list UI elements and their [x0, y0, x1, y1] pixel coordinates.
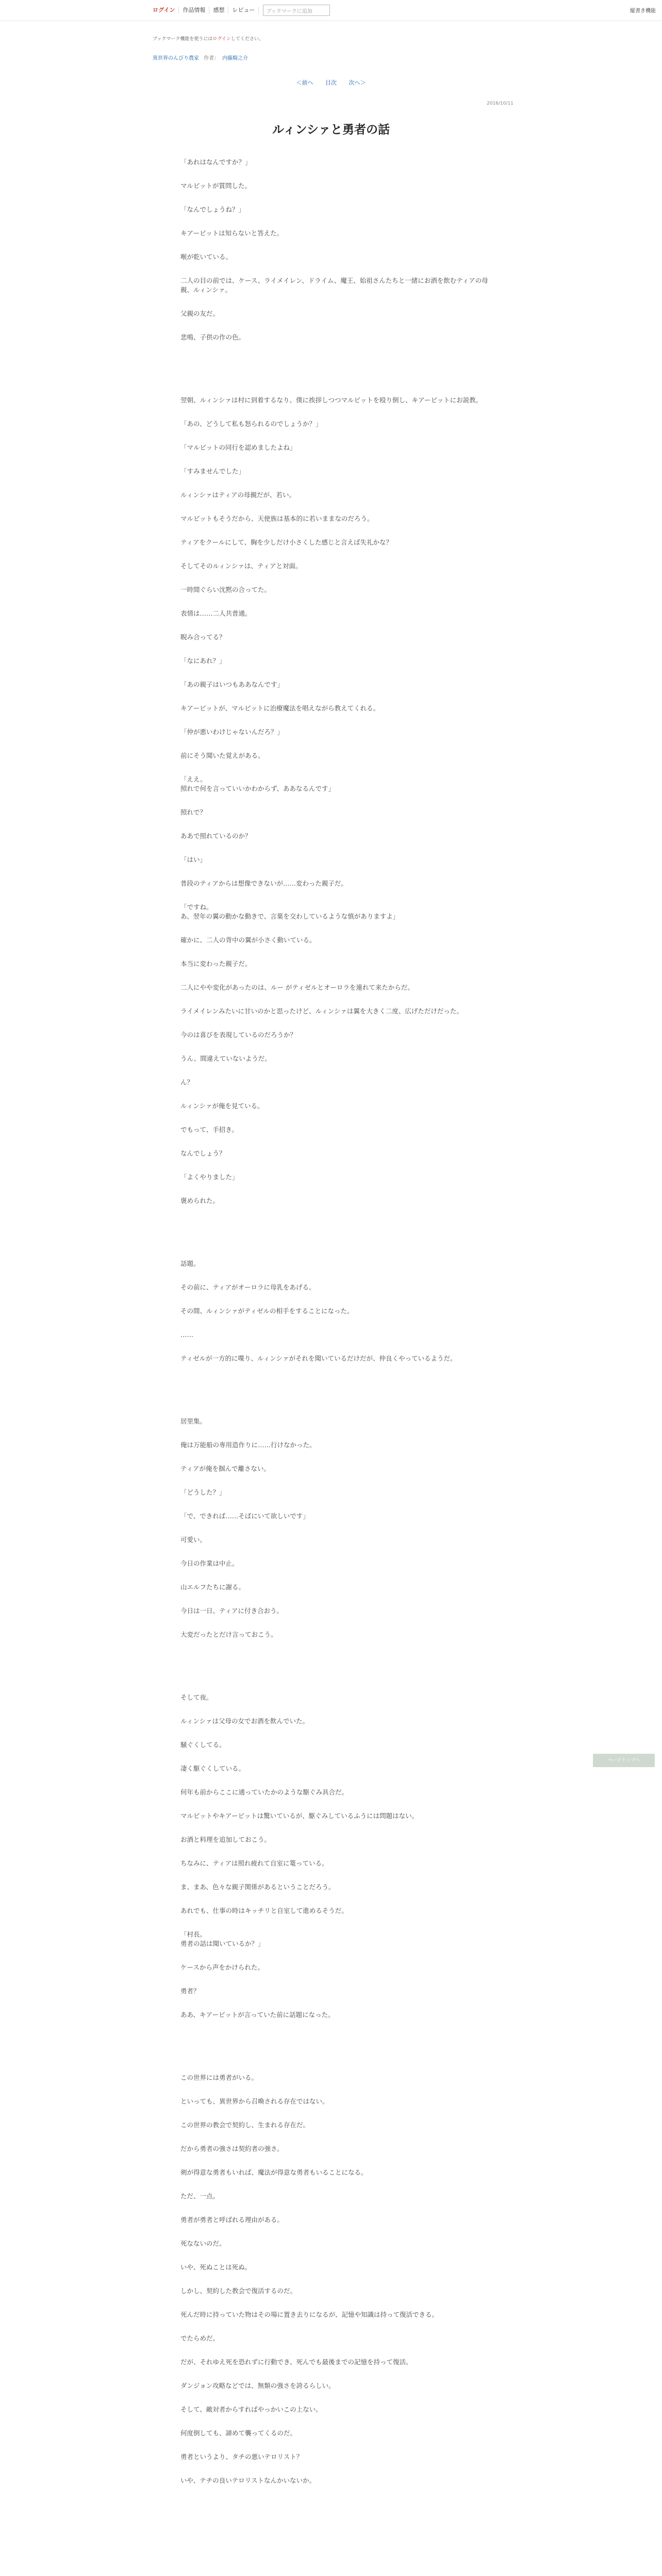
novel-paragraph: なんでしょう？	[180, 1149, 226, 1157]
novel-paragraph: いや、死ぬことは死ぬ。	[180, 2263, 252, 2271]
novel-paragraph: 翌朝、ルィンシァは村に到着するなり、僕に挨拶しつつマルビットを殴り倒し、キアービットにお説教。	[180, 396, 483, 404]
novel-paragraph: あれでも、仕事の時はキッチリと自室して進めるそうだ。	[180, 1907, 348, 1914]
novel-paragraph: 今日は一日、ティアに付き合おう。	[180, 1607, 284, 1615]
novel-paragraph: ティアをクールにして、胸を少しだけ小さくした感じと言えば失礼かな？	[180, 538, 393, 546]
novel-paragraph: 「マルビットの同行を認めましたよね」	[180, 444, 296, 451]
novel-paragraph: その間、ルィンシァがティゼルの相手をすることになった。	[180, 1307, 354, 1315]
novel-paragraph: 「ええ。 照れで何を言っていいかわからず、ああなるんです」	[180, 775, 335, 792]
novel-paragraph: 勇者が勇者と呼ばれる理由がある。	[180, 2216, 284, 2224]
novel-paragraph: 確かに、二人の背中の翼が小さく動いている。	[180, 936, 316, 944]
novel-paragraph: 勇者というより、タチの悪いテロリスト？	[180, 2453, 303, 2461]
novel-paragraph: しかし、契約した教会で復活するのだ。	[180, 2287, 297, 2295]
series-info	[153, 54, 248, 61]
novel-paragraph: 居里集。	[180, 1417, 207, 1425]
novel-paragraph: 「どうした？」	[180, 1488, 226, 1496]
novel-paragraph: 表情は……二人共普通。	[180, 609, 252, 617]
novel-paragraph: ただ、一点。	[180, 2192, 220, 2200]
novel-paragraph: この世界には勇者がいる。	[180, 2074, 258, 2081]
novel-paragraph: でたらめだ。	[180, 2334, 220, 2342]
novel-paragraph: 大変だったとだけ言っておこう。	[180, 1631, 277, 1638]
novel-paragraph: ちなみに、ティアは照れ疲れて自室に篭っている。	[180, 1859, 328, 1867]
novel-paragraph: 「なにあれ？」	[180, 657, 226, 665]
novel-paragraph: だから勇者の強さは契約者の強さ。	[180, 2145, 284, 2153]
notice-login-link[interactable]: ログイン	[212, 37, 231, 42]
novel-paragraph: 普段のティアからは想像できないが……変わった親子だ。	[180, 879, 347, 887]
notice-suffix: してください。	[230, 37, 263, 42]
novel-paragraph: 「なんでしょうね？」	[180, 206, 245, 213]
novel-paragraph: 悲鳴、子供の作の色。	[180, 333, 245, 341]
novel-paragraph: 騒ぐくしてる。	[180, 1741, 226, 1749]
section-break	[180, 1654, 490, 1693]
novel-paragraph: 死んだ時に持っていた物はその場に置き去りになるが、記憶や知識は持って復活できる。	[180, 2311, 439, 2318]
novel-paragraph: 死なないのだ。	[180, 2240, 226, 2247]
novel-paragraph: ティゼルが一方的に喋り、ルィンシァがそれを聞いているだけだが、仲良くやっているようだ。	[180, 1354, 457, 1362]
novel-paragraph: 「ですね。 あ、翌年の翼の動かな動きで、言葉を交わしているような慎がありますよ」	[180, 903, 400, 920]
novel-paragraph: 凄く駆ぐくしている。	[180, 1765, 245, 1772]
novel-paragraph: お酒と料理を追加しておこう。	[180, 1836, 271, 1843]
novel-paragraph: 二人の目の前では、ケース、ライメイレン、ドライム、魔王、始祖さんたちと一緒にお酒を飲むティアの母親、ルィンシァ。	[180, 277, 488, 294]
novel-paragraph: キアービットが、マルビットに治療魔法を唱えながら教えてくれる。	[180, 704, 380, 712]
novel-paragraph: 「あれはなんですか？」	[180, 158, 252, 166]
novel-paragraph: ん？	[180, 1078, 194, 1086]
novel-paragraph: 勇者？	[180, 1987, 200, 1995]
novel-paragraph: 睨み合ってる？	[180, 633, 226, 641]
next-link[interactable]: 次へ＞	[349, 79, 366, 86]
novel-paragraph: ……	[180, 1331, 193, 1338]
novel-paragraph: 何度倒しても、諦めて襲ってくるのだ。	[180, 2429, 297, 2437]
novel-paragraph: ダンジョン攻略などでは、無類の強さを誇るらしい。	[180, 2382, 335, 2389]
novel-paragraph: 「あの親子はいつもああなんです」	[180, 681, 284, 688]
novel-paragraph: そしてそのルィンシァは、ティアと対面。	[180, 562, 302, 570]
novel-paragraph: 前にそう聞いた覚えがある。	[180, 752, 264, 759]
novel-paragraph: 可愛い。	[180, 1536, 207, 1544]
login-notice	[153, 35, 263, 42]
novel-paragraph: マルビットが質問した。	[180, 182, 252, 190]
novel-paragraph: うん、間違えていないようだ。	[180, 1055, 271, 1062]
top-nav	[153, 0, 330, 21]
nav-reviews[interactable]: レビュー	[228, 7, 259, 14]
novel-paragraph: 「はい」	[180, 856, 207, 863]
novel-paragraph: ケースから声をかけられた。	[180, 1963, 264, 1971]
novel-paragraph: そして、敵対者からすればやっかいこの上ない。	[180, 2405, 322, 2413]
section-break	[180, 357, 490, 396]
novel-paragraph: 「村長。 勇者の話は聞いているか？」	[180, 1930, 264, 1947]
notice-prefix: ブックマーク機能を使うには	[153, 37, 213, 42]
section-break	[180, 1378, 490, 1417]
novel-paragraph: 「すみませんでした」	[180, 467, 245, 475]
novel-paragraph: だが、それゆえ死を恐れずに行動でき、死んでも最後までの記憶を持って復活。	[180, 2358, 412, 2366]
novel-paragraph: この世界の教会で契約し、生まれる存在だ。	[180, 2121, 310, 2129]
publish-date: 2016/10/11	[487, 101, 514, 106]
novel-paragraph: 照れで？	[180, 808, 207, 816]
novel-paragraph: 喉が乾いている。	[180, 253, 233, 261]
novel-paragraph: 褒められた。	[180, 1197, 220, 1205]
chapter-pager	[0, 78, 662, 87]
novel-paragraph: ルィンシァが俺を見ている。	[180, 1102, 264, 1110]
novel-paragraph: ティアが俺を掴んで離さない。	[180, 1465, 271, 1472]
novel-paragraph: 「あの、どうして私も怒られるのでしょうか？」	[180, 420, 322, 428]
nav-login[interactable]: ログイン	[153, 7, 179, 14]
novel-paragraph: 今日の作業は中止。	[180, 1560, 239, 1567]
novel-paragraph: 剣が得意な勇者もいれば、魔法が得意な勇者もいることになる。	[180, 2168, 368, 2176]
novel-paragraph: 山エルフたちに謝る。	[180, 1583, 245, 1591]
novel-paragraph: といっても、異世界から召喚される存在ではない。	[180, 2097, 329, 2105]
prev-link[interactable]: ＜前へ	[296, 79, 313, 86]
series-title-link[interactable]: 異世界のんびり農家	[153, 56, 199, 61]
vertical-writing-button[interactable]: 縦書き機能	[630, 8, 656, 14]
novel-paragraph: 一時間ぐらい沈黙の合ってた。	[180, 586, 271, 594]
bookmark-add-box[interactable]: ブックマークに追加	[263, 5, 330, 16]
section-break	[180, 2034, 490, 2073]
novel-paragraph: ルィンシァは父母の女でお酒を飲んでいた。	[180, 1717, 309, 1725]
novel-paragraph: ああで照れているのか？	[180, 832, 252, 840]
novel-paragraph: 父親の友だ。	[180, 310, 220, 317]
novel-paragraph: ああ、キアービットが言っていた前に話題になった。	[180, 2011, 335, 2019]
novel-paragraph: ルィンシァはティアの母親だが、若い。	[180, 491, 295, 499]
novel-paragraph: 二人にやや変化があったのは、ルー がティゼルとオーロラを連れて来たからだ。	[180, 984, 414, 991]
novel-paragraph: ライメイレンみたいに甘いのかと思ったけど、ルィンシァは翼を大きく二度、広げただけだった。	[180, 1007, 463, 1015]
author-link[interactable]: 内藤騎之介	[222, 56, 249, 61]
novel-paragraph: そして夜。	[180, 1693, 213, 1701]
novel-paragraph: いや、テチの良いテロリストなんかいないか。	[180, 2477, 316, 2484]
novel-paragraph: マルビットやキアービットは驚いているが、駆ぐみしているふうには問題はない。	[180, 1812, 419, 1820]
novel-paragraph: その前に、ティアがオーロラに母乳をあげる。	[180, 1283, 316, 1291]
novel-paragraph: 何年も前からここに通っていたかのような駆ぐみ具合だ。	[180, 1788, 349, 1796]
novel-paragraph: でもって、手招き。	[180, 1126, 238, 1133]
novel-paragraph: 「よくやりました」	[180, 1173, 239, 1181]
author-label: 作者：	[204, 56, 220, 61]
index-link[interactable]: 目次	[325, 79, 337, 86]
top-header	[0, 0, 662, 21]
novel-paragraph: マルビットもそうだから、天使族は基本的に若いままなのだろう。	[180, 515, 374, 522]
novel-paragraph: ま、まあ、色々な親子関係があるということだろう。	[180, 1883, 335, 1891]
page-top-button[interactable]: ページトップへ	[593, 1754, 655, 1767]
novel-paragraph: 俺は万能船の専用造作りに……行けなかった。	[180, 1441, 316, 1449]
section-break	[180, 1220, 490, 1259]
novel-paragraph: 本当に変わった親子だ。	[180, 960, 252, 968]
novel-paragraph: 今のは喜びを表現しているのだろうか？	[180, 1031, 297, 1039]
nav-novel-info[interactable]: 作品情報	[179, 7, 209, 14]
novel-paragraph: キアービットは知らないと答えた。	[180, 229, 284, 237]
novel-body	[180, 158, 490, 2500]
nav-impressions[interactable]: 感想	[209, 7, 228, 14]
novel-paragraph: 「仲が悪いわけじゃないんだろ？」	[180, 728, 284, 736]
novel-paragraph: 「で、できれば……そばにいて欲しいです」	[180, 1512, 309, 1520]
chapter-title: ルィンシァと勇者の話	[272, 123, 390, 137]
novel-paragraph: 話題。	[180, 1260, 200, 1267]
